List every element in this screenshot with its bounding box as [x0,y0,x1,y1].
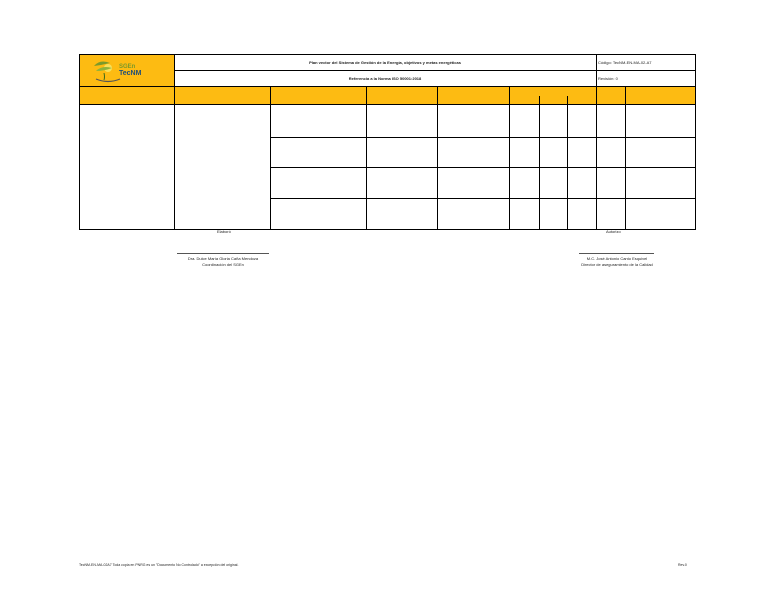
document-title: Plan vector del Sistema de Gestión de la Energía, objetivos y metas energéticas [309,60,461,65]
document-code: Código: TecNM-EN-MA-02-A7 [598,60,652,65]
logo-cell [80,55,174,86]
left-signature-line [177,253,269,254]
document-revision: Revisión: 0 [598,76,618,81]
right-signature-line [579,253,654,254]
column-header-band [80,86,695,104]
left-signer-role: Coordinación del SGEn [202,262,244,267]
footer-note: TecNM-EN-MA-02A7 Toda copia en PNRG es un "Documento No Controlado" a excepción del original. [79,563,239,567]
footer-revision: Rev.0 [678,563,687,567]
logo-text-sgen: SGEn [119,64,136,70]
right-signer-name: M.C. José Antonio Canto Esquivel [586,256,648,261]
logo-text-tecnm: TecNM [119,70,142,77]
authorized-by-caption: Autorizo [606,229,621,234]
document-table [79,54,696,234]
left-signer-name: Dra. Dulce María Gloria Caña Mendoza [187,256,259,261]
norm-reference: Referencia a la Norma ISO 50001:2018 [348,76,422,81]
right-signer-role: Director de aseguramiento de la Calidad [581,262,653,267]
prepared-by-caption: Elaboró [217,229,231,234]
